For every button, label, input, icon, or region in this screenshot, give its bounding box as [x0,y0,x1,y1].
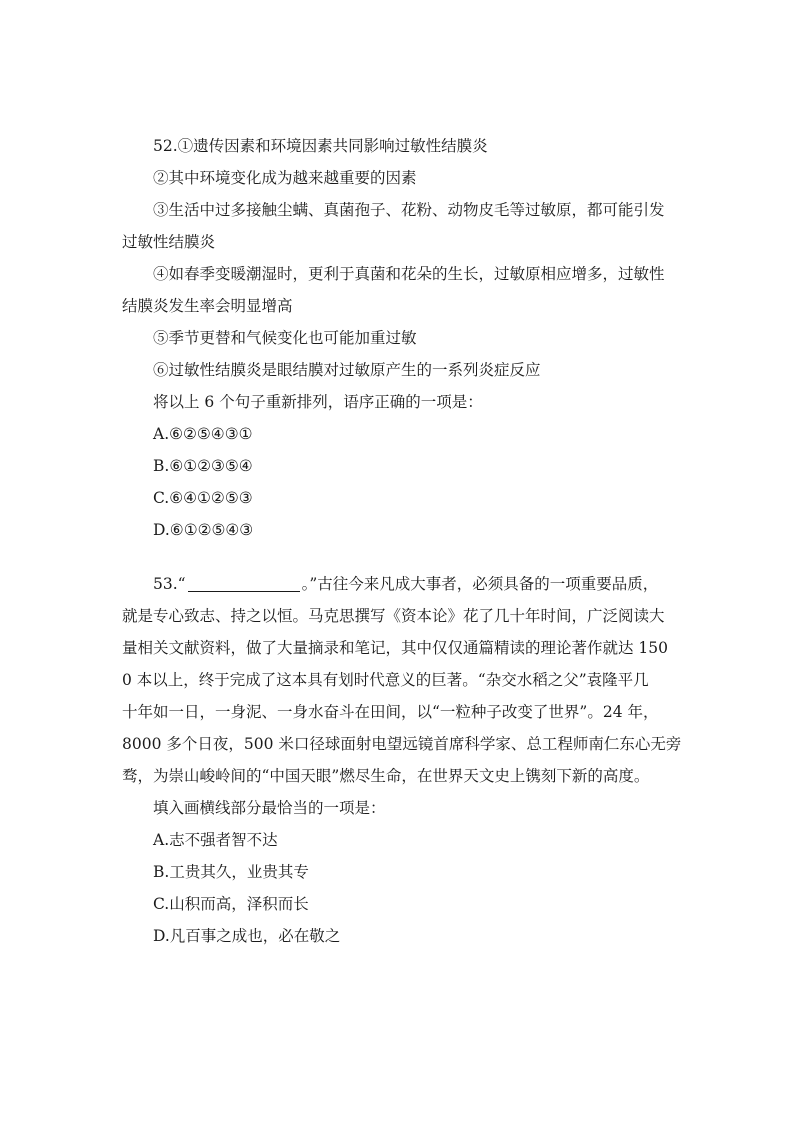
option-b: B.⑥①②③⑤④ [153,457,253,475]
q53-first-line [122,568,682,600]
sentence-6: ⑥过敏性结膜炎是眼结膜对过敏原产生的一系列炎症反应 [153,361,541,379]
question-53 [122,568,682,952]
answer-blank [188,573,300,592]
option-b: B.工贵其久，业贵其专 [153,863,309,881]
option-d: D.凡百事之成也，必在敬之 [153,927,341,945]
question-number: 52. [153,137,178,155]
passage-line-1: 就是专心致志、持之以恒。马克思撰写《资本论》花了几十年时间，广泛阅读大 [122,607,665,625]
sentence-2: ②其中环境变化成为越来越重要的因素 [153,169,417,187]
question-number: 53. [153,575,178,593]
option-a: A.志不强者智不达 [153,831,278,849]
passage-line-4: 十年如一日，一身泥、一身水奋斗在田间，以“一粒种子改变了世界”。24 年， [122,703,659,721]
passage-line-3: 0 本以上，终于完成了这本具有划时代意义的巨著。“杂交水稻之父”袁隆平几 [122,671,649,689]
passage-line-6: 骛，为崇山峻岭间的“中国天眼”燃尽生命，在世界天文史上镌刻下新的高度。 [122,767,650,785]
question-prompt: 填入画横线部分最恰当的一项是： [153,799,386,817]
sentence-1: ①遗传因素和环境因素共同影响过敏性结膜炎 [177,137,488,155]
passage-line-5: 8000 多个日夜，500 米口径球面射电望远镜首席科学家、总工程师南仁东心无旁 [122,735,682,753]
option-c: C.山积而高，泽积而长 [153,895,309,913]
option-c: C.⑥④①②⑤③ [153,489,253,507]
sentence-3-continued: 过敏性结膜炎 [122,233,216,251]
question-52 [122,130,682,546]
q52-first-line [122,130,682,162]
sentence-4: ④如春季变暖潮湿时，更利于真菌和花朵的生长，过敏原相应增多，过敏性 [153,265,665,283]
option-d: D.⑥①②⑤④③ [153,521,254,539]
question-prompt: 将以上 6 个句子重新排列，语序正确的一项是： [153,393,483,411]
option-a: A.⑥②⑤④③① [153,425,253,443]
sentence-3: ③生活中过多接触尘螨、真菌孢子、花粉、动物皮毛等过敏原，都可能引发 [153,201,665,219]
sentence-5: ⑤季节更替和气候变化也可能加重过敏 [153,329,417,347]
q53-first-line-text: 。”古往今来凡成大事者，必须具备的一项重要品质， [301,575,659,593]
sentence-4-continued: 结膜炎发生率会明显增高 [122,297,293,315]
open-quote: “ [177,575,186,593]
passage-line-2: 量相关文献资料，做了大量摘录和笔记，其中仅仅通篇精读的理论著作就达 150 [122,639,669,657]
